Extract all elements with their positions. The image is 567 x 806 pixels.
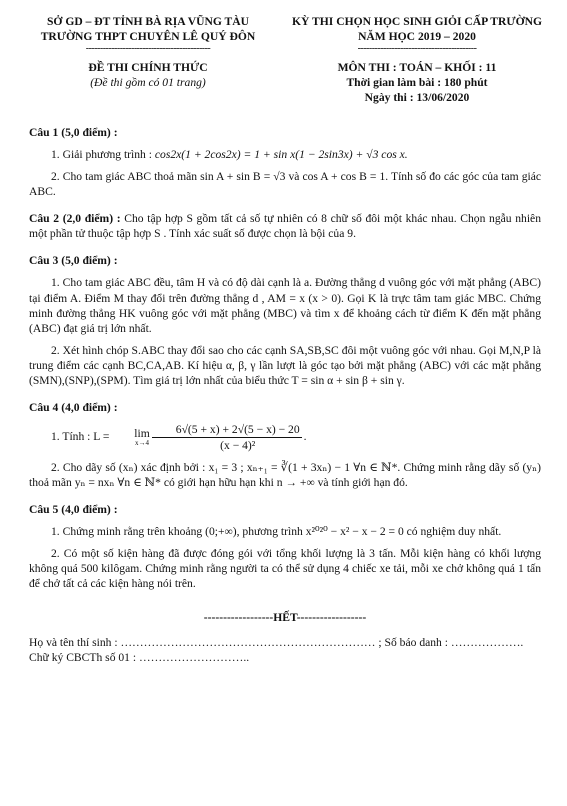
question-4-part-1: 1. Tính : L = lim x→4 $\frac{6√(5 + x) + 2√(5 - x) - 20}{\text{(x − 4)²}}$ . (51, 422, 307, 452)
question-2 (29, 211, 541, 241)
end-marker: ------------------HẾT------------------ (203, 610, 367, 624)
header-right (282, 14, 552, 105)
part-lead: 1. Giải phương trình : (51, 148, 155, 162)
question-1-part-1 (29, 147, 541, 162)
part-lead: 1. Tính : L = (51, 430, 113, 444)
divider: -------------------------------------------- (85, 43, 211, 55)
divider: ------------------------------------------ (357, 43, 477, 55)
question-2-title: Câu 2 (2,0 điểm) : (29, 212, 121, 226)
question-3-part-2: 2. Xét hình chóp S.ABC thay đổi sao cho các cạnh SA,SB,SC đôi một vuông góc với nhau. Gọi M,N,P là trung điểm các cạnh BC,CA,AB. Kí hiệu α, β, γ lần lượt là góc tạo bởi mặt phẳng (ABC) với các mặt phẳng (SMN),(SNP),(SPM). Tìm giá trị lớn nhất của biểu thức T = sin α + sin β + sin γ. (29, 343, 541, 387)
equation: cos2x(1 + 2cos2x) = 1 + sin x(1 − 2sin3x) + √3 cos x. (154, 148, 408, 162)
limit-operator (112, 428, 149, 447)
question-5-title: Câu 5 (4,0 điểm) : (29, 503, 118, 517)
question-1-part-2: 2. Cho tam giác ABC thoả mãn sin A + sin B = √3 và cos A + cos B = 1. Tính số đo các góc của tam giác ABC. (29, 170, 541, 199)
question-5-part-2: 2. Có một số kiện hàng đã được đóng gói với tổng khối lượng là 3 tấn. Mỗi kiện hàng có khối lượng không quá 500 kilôgam. Chứng minh rằng người ta có thể sử dụng 4 chiếc xe tải, mỗi xe chở không quá 1 tấn để chở tất cả các kiện hàng nói trên. (29, 547, 541, 591)
numerator: 6√(5 + x) + 2√(5 − x) − 20 (152, 422, 302, 438)
question-1-title: Câu 1 (5,0 điểm) : (29, 126, 118, 139)
duration-line: Thời gian làm bài : 180 phút (346, 76, 488, 90)
question-4-part-2: 2. Cho dãy số (xₙ) xác định bởi : x₁ = 3 ; xₙ₊₁ = ∛(1 + 3xₙ) − 1 ∀n ∈ ℕ*. Chứng minh rằng dãy số (yₙ) thoả mãn yₙ = nxₙ ∀n ∈ ℕ* có giới hạn hữu hạn khi n → +∞ và tính giới hạn đó. (29, 461, 541, 490)
exam-name: KỲ THI CHỌN HỌC SINH GIỎI CẤP TRƯỜNG (291, 15, 543, 28)
school-name: TRƯỜNG THPT CHUYÊN LÊ QUÝ ĐÔN (40, 30, 256, 44)
limit-fraction (152, 422, 302, 453)
question-5-part-1: 1. Chứng minh rằng trên khoảng (0;+∞), phương trình x²⁰²⁰ − x² − x − 2 = 0 có nghiệm duy nhất. (51, 525, 502, 539)
denominator: (x − 4)² (220, 439, 256, 452)
limit-subscript: x→4 (135, 438, 150, 447)
question-2-text: Cho tập hợp S gồm tất cả số tự nhiên có 8 chữ số đôi một khác nhau. Chọn ngẫu nhiên một phần tử thuộc tập hợp S . Tính xác suất số được chọn là bội của 9. (29, 212, 541, 241)
official-label: ĐỀ THI CHÍNH THỨC (88, 61, 208, 75)
subject-line: MÔN THI : TOÁN – KHỐI : 11 (337, 61, 497, 75)
date-line: Ngày thi : 13/06/2020 (364, 91, 470, 105)
school-year: NĂM HỌC 2019 – 2020 (358, 30, 476, 44)
pages-note: (Đề thi gồm có 01 trang) (90, 76, 206, 90)
limit-word: lim (134, 427, 150, 441)
question-4-title: Câu 4 (4,0 điểm) : (29, 400, 118, 414)
question-3-part-1: 1. Cho tam giác ABC đều, tâm H và có độ dài cạnh là a. Đường thẳng d vuông góc với mặt phẳng (ABC) tại điểm A. Điểm M thay đổi trên đường thẳng d , AM = x (x > 0). Gọi K là trực tâm tam giác MBC. Chứng minh đường thẳng HK vuông góc với mặt phẳng (MBC) và tìm x để khoảng cách từ điểm K đến mặt phẳng (ABC) đạt giá trị lớn nhất. (29, 276, 541, 335)
department-name: SỞ GD – ĐT TỈNH BÀ RỊA VŨNG TÀU (46, 15, 250, 28)
signature-line: Chữ ký CBCTh số 01 : ……………………….. (29, 650, 250, 664)
header-left (22, 14, 274, 90)
candidate-name-line: Họ và tên thí sinh : ………………………………………………………… ; Số báo danh : ………………. (29, 635, 524, 649)
question-3-title: Câu 3 (5,0 điểm) : (29, 254, 118, 268)
exam-body (29, 125, 541, 665)
